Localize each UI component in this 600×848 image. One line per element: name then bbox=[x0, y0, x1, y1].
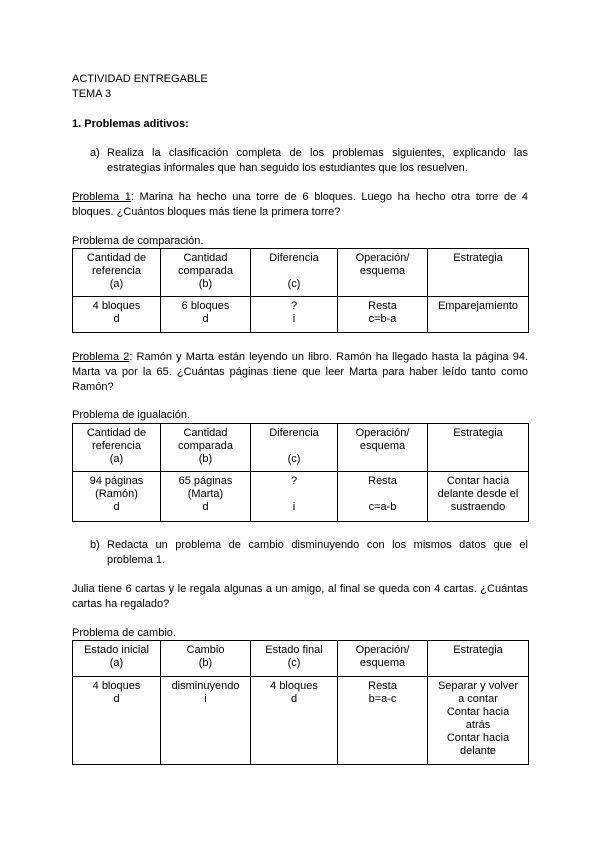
table-cell: 4 bloques d bbox=[251, 677, 338, 765]
table-header-row bbox=[73, 641, 529, 677]
table-cell: Resta c=b-a bbox=[338, 297, 428, 333]
problem2-line1-text: : Ramón y Marta están leyendo un libro. Ramón ha llegado hasta la página 94. bbox=[129, 351, 528, 363]
header-cell: Operación/ esquema bbox=[338, 249, 428, 297]
problem2-label: Problema 2 bbox=[72, 351, 130, 363]
table-cell: 94 páginas (Ramón) d bbox=[73, 472, 161, 522]
table-cell: disminuyendo i bbox=[161, 677, 251, 765]
problem1-line2: bloques. ¿Cuántos bloques más tiene la primera torre? bbox=[72, 206, 341, 218]
problem1-line1 bbox=[72, 190, 528, 205]
table-cell: 4 bloques d bbox=[73, 677, 161, 765]
table-cell: Contar hacia delante desde el sustraendo bbox=[428, 472, 529, 522]
topic-title: TEMA 3 bbox=[72, 88, 112, 100]
table-row bbox=[73, 677, 529, 765]
table-row bbox=[73, 297, 529, 333]
problem2-line3: Ramón? bbox=[72, 381, 114, 393]
item-a-line1: Realiza la clasificación completa de los problemas siguientes, explicando las bbox=[107, 147, 528, 159]
table-header-row bbox=[73, 249, 529, 297]
item-b-line2: problema 1. bbox=[107, 554, 166, 566]
problem3-line2: cartas ha regalado? bbox=[72, 598, 170, 610]
table-cell: ? i bbox=[251, 297, 338, 333]
header-cell: Operación/ esquema bbox=[338, 424, 428, 472]
header-cell: Estrategia bbox=[428, 641, 529, 677]
item-a-marker: a) bbox=[90, 147, 100, 159]
header-cell: Diferencia (c) bbox=[251, 249, 338, 297]
problem3-line1: Julia tiene 6 cartas y le regala algunas a un amigo, al final se queda con 4 cartas. ¿Cuántas bbox=[72, 583, 528, 595]
section-title: 1. Problemas aditivos: bbox=[72, 118, 189, 130]
header-cell: Estado inicial (a) bbox=[73, 641, 161, 677]
header-cell: Diferencia (c) bbox=[251, 424, 338, 472]
item-b-marker: b) bbox=[90, 539, 100, 551]
table-cell: Separar y volver a contar Contar hacia atrás Contar hacia delante bbox=[428, 677, 529, 765]
item-a-line2: estrategias informales que han seguido los estudiantes que los resuelven. bbox=[107, 162, 468, 174]
problem3-caption: Problema de cambio. bbox=[72, 627, 176, 639]
problem2-line2: Marta va por la 65. ¿Cuántas páginas tiene que leer Marta para haber leído tanto como bbox=[72, 366, 528, 378]
header-cell: Operación/ esquema bbox=[338, 641, 428, 677]
header-cell: Cantidad comparada (b) bbox=[161, 249, 251, 297]
table-cell: Resta b=a-c bbox=[338, 677, 428, 765]
item-b-line1: Redacta un problema de cambio disminuyendo con los mismos datos que el bbox=[107, 539, 528, 551]
problem1-caption: Problema de comparación. bbox=[72, 235, 204, 247]
header-cell: Cantidad comparada (b) bbox=[161, 424, 251, 472]
header-cell: Cantidad de referencia (a) bbox=[73, 424, 161, 472]
table-cell: ? i bbox=[251, 472, 338, 522]
assignment-title: ACTIVIDAD ENTREGABLE bbox=[72, 73, 208, 85]
table-cell: 4 bloques d bbox=[73, 297, 161, 333]
table-cell: Emparejamiento bbox=[428, 297, 529, 333]
problem2-table bbox=[72, 423, 529, 522]
header-cell: Cantidad de referencia (a) bbox=[73, 249, 161, 297]
table-cell: 65 páginas (Marta) d bbox=[161, 472, 251, 522]
table-cell: Resta c=a-b bbox=[338, 472, 428, 522]
header-cell: Cambio (b) bbox=[161, 641, 251, 677]
problem3-table bbox=[72, 640, 529, 765]
header-cell: Estrategia bbox=[428, 249, 529, 297]
table-row bbox=[73, 472, 529, 522]
problem1-table bbox=[72, 248, 529, 333]
table-header-row bbox=[73, 424, 529, 472]
problem1-label: Problema 1 bbox=[72, 191, 131, 203]
problem1-line1-text: : Marina ha hecho una torre de 6 bloques. Luego ha hecho otra torre de 4 bbox=[130, 191, 528, 203]
header-cell: Estado final (c) bbox=[251, 641, 338, 677]
problem2-caption: Problema de igualación. bbox=[72, 409, 191, 421]
header-cell: Estrategia bbox=[428, 424, 529, 472]
problem2-line1 bbox=[72, 350, 528, 365]
table-cell: 6 bloques d bbox=[161, 297, 251, 333]
